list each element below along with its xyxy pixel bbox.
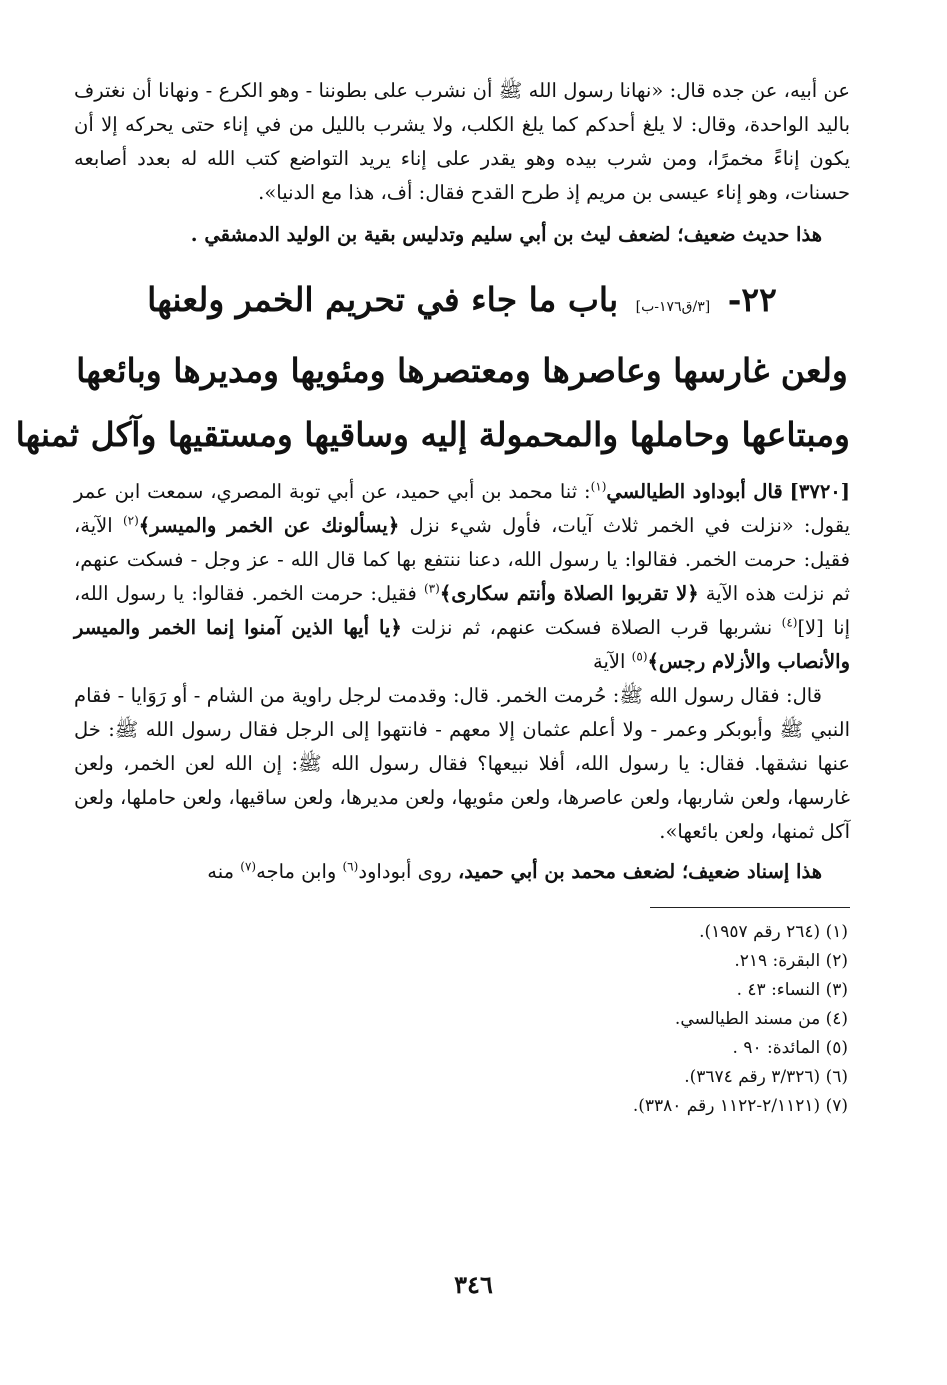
hadith-text-segment-1: : ثنا محمد بن أبي حميد، عن أبي توبة المصري، سمعت ابن عمر يقول: «نزلت في الخمر ثلاث آيات، فأول شيء نزل [74, 480, 851, 537]
chapter-title-line-3: ومبتاعها وحاملها والمحمولة إليه وساقيها ومستقيها وآكل ثمنها [15, 415, 850, 454]
hadith-text-segment-4: نشربها قرب الصلاة فسكت عنهم، ثم نزلت [401, 616, 782, 639]
manuscript-reference: [٣/ق١٧٦-ب] [635, 299, 711, 315]
chapter-number: ٢٢- [727, 280, 777, 319]
chapter-heading-line-1 [74, 268, 850, 339]
footnote-marker-3: (٣) [423, 581, 440, 596]
weakness-note-1: هذا حديث ضعيف؛ لضعف ليث بن أبي سليم وتدليس بقية بن الوليد الدمشقي . [190, 223, 822, 246]
quran-verse-3: ﴿يا أيها الذين آمنوا إنما الخمر والميسر والأنصاب والأزلام رجس﴾ [74, 616, 850, 673]
chapter-title-line-1: باب ما جاء في تحريم الخمر ولعنها [147, 280, 619, 319]
quran-verse-1: ﴿يسألونك عن الخمر والميسر﴾ [138, 514, 400, 537]
weakness-note-2-bold: هذا إسناد ضعيف؛ لضعف محمد بن أبي حميد، [457, 860, 822, 883]
footnotes-list [74, 918, 850, 1121]
weakness-note-2-segment-2: وابن ماجه [256, 860, 343, 883]
weakness-note-2-segment-3: منه [207, 860, 241, 883]
footnote-item: (٤) من مسند الطيالسي. [674, 1009, 848, 1029]
footnote-marker-2: (٢) [122, 513, 139, 528]
hadith-number: [٣٧٢٠] [789, 480, 851, 503]
footnote-item: (٧) (٢/١١٢١-١١٢٢ رقم ٣٣٨٠). [632, 1096, 848, 1116]
hadith-text-segment-5: الآية [593, 650, 632, 673]
weakness-note-2 [74, 855, 850, 889]
footnote-item: (٦) (٣/٣٢٦ رقم ٣٦٧٤). [684, 1067, 848, 1087]
hadith-text-segment-3: فقيل: حرمت الخمر. فقالوا: يا رسول الله، إنا [لا] [74, 582, 850, 639]
footnote-marker-7: (٧) [240, 859, 257, 874]
chapter-heading [15, 268, 850, 467]
hadith-continuation: قال: فقال رسول الله ﷺ: حُرمت الخمر. قال: وقدمت لرجل راوية من الشام - أو رَوَايا - فقام النبي ﷺ وأبوبكر وعمر - ولا أعلم عثمان إلا معهم - فانتهوا إلى الرجل فقال رسول الله ﷺ: خل عنها نشقها. فقال: يا رسول الله، أفلا نبيعها؟ فقال رسول الله ﷺ: إن الله لعن الخمر، ولعن غارسها، ولعن شاربها، ولعن عاصرها، ولعن مئويها، ولعن مديرها، ولعن ساقيها، ولعن حاملها، ولعن آكل ثمنها، ولعن بائعها». [74, 684, 850, 843]
footnote-separator [650, 907, 850, 908]
quran-verse-2: ﴿لا تقربوا الصلاة وأنتم سكارى﴾ [439, 582, 699, 605]
footnote-item: (١) (٢٦٤ رقم ١٩٥٧). [699, 922, 848, 942]
hadith-narrator: قال أبوداود الطيالسي [606, 480, 783, 503]
hadith-text-segment-2: الآية، فقيل: حرمت الخمر. فقالوا: يا رسول الله، دعنا ننتفع بها كما قال الله - عز وجل - فسكت عنهم، ثم نزلت هذه الآية [74, 514, 850, 605]
top-hadith-paragraph: عن أبيه، عن جده قال: «نهانا رسول الله ﷺ أن نشرب على بطوننا - وهو الكرع - ونهانا أن نغترف باليد الواحدة، وقال: لا يلغ أحدكم كما يلغ الكلب، ولا يشرب بالليل من في إناء حتى يحركه إلا أن يكون إناءً مخمرًا، ومن شرب بيده وهو يقدر على إناء يريد التواضع كتب الله له بعدد أصابعه حسنات، وهو إناء عيسى بن مريم إذ طرح القدح فقال: أف، هذا مع الدنيا». [74, 79, 850, 204]
footnote-item: (٣) النساء: ٤٣ . [736, 980, 848, 1000]
weakness-note-2-segment-1: روى أبوداود [358, 860, 458, 883]
footnote-marker-5: (٥) [631, 649, 648, 664]
hadith-3720-paragraph [74, 475, 850, 679]
page-body [15, 74, 851, 1121]
footnote-item: (٢) البقرة: ٢١٩. [734, 951, 848, 971]
footnote-marker-6: (٦) [342, 859, 359, 874]
footnote-item: (٥) المائدة: ٩٠ . [732, 1038, 848, 1058]
chapter-title-line-2: ولعن غارسها وعاصرها ومعتصرها ومئويها ومديرها وبائعها [76, 351, 848, 390]
footnote-marker-1: (١) [590, 479, 607, 494]
page-number: ٣٤٦ [454, 1270, 493, 1299]
footnote-marker-4: (٤) [781, 615, 798, 630]
